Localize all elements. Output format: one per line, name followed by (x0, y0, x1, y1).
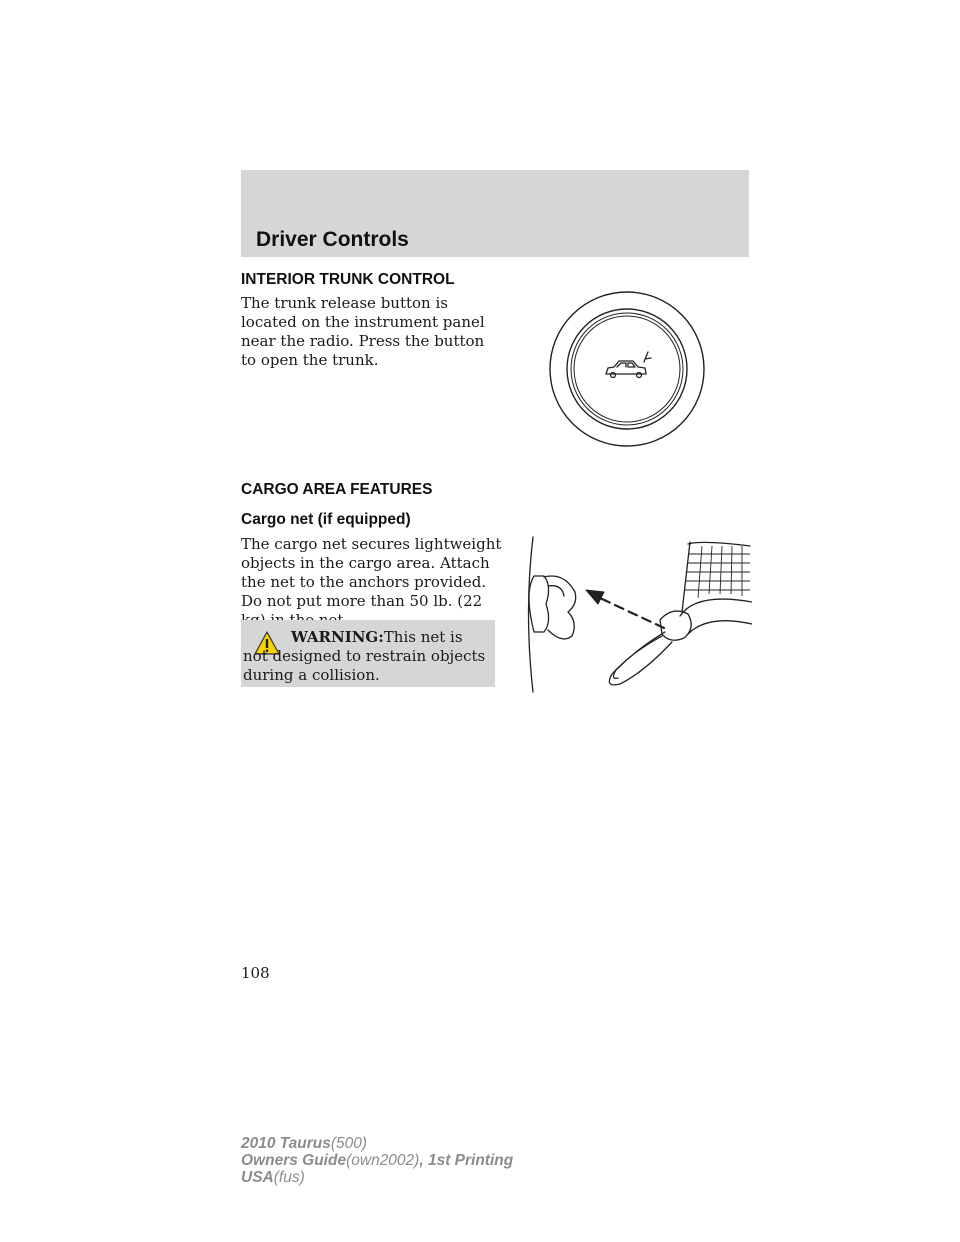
cargo-net-anchor-illustration (512, 532, 752, 694)
trunk-release-button-icon (548, 290, 706, 448)
page-number: 108 (241, 964, 270, 982)
trunk-control-body: The trunk release button is located on the instrument panel near the radio. Press the button to open the trunk. (241, 294, 485, 369)
section-title: Driver Controls (256, 228, 409, 251)
footer-line-model: 2010 Taurus(500) (241, 1135, 368, 1152)
cargo-net-subheading: Cargo net (if equipped) (241, 511, 411, 528)
warning-box (241, 620, 495, 687)
footer-line-guide: Owners Guide(own2002), 1st Printing (241, 1152, 514, 1169)
trunk-control-heading: INTERIOR TRUNK CONTROL (241, 271, 455, 288)
warning-text (243, 628, 488, 685)
warning-label: WARNING: (291, 628, 384, 646)
warning-message: This net is not designed to restrain objects during a collision. (243, 628, 486, 684)
footer-line-market: USA(fus) (241, 1169, 305, 1186)
cargo-net-body: The cargo net secures lightweight objects in the cargo area. Attach the net to the anchors provided. Do not put more than 50 lb. (22 (241, 535, 502, 610)
cargo-area-heading: CARGO AREA FEATURES (241, 481, 433, 498)
footer-print-info (241, 1135, 513, 1186)
